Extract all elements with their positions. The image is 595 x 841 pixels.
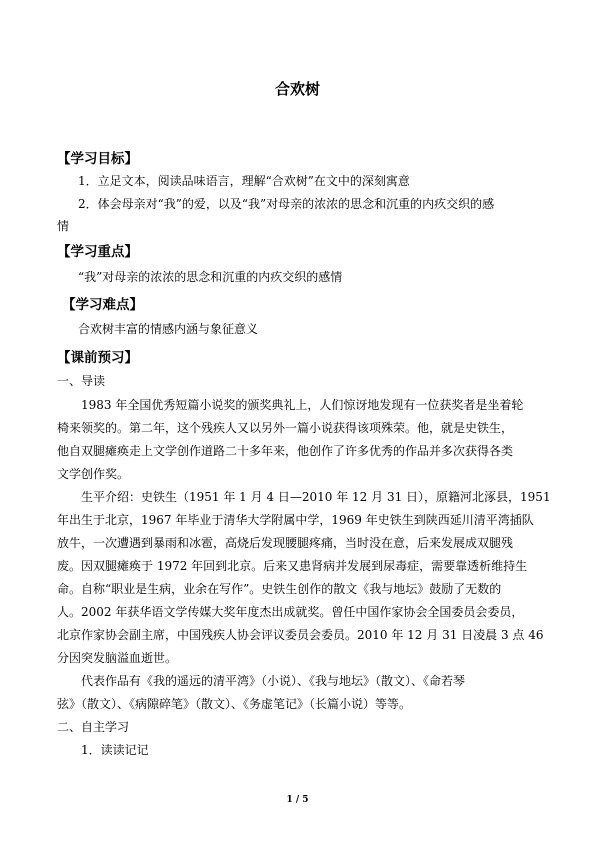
self-study-heading: 二、自主学习 [57, 720, 130, 734]
preview-heading: 【课前预习】 [57, 350, 138, 366]
body-line-4: 生平介绍：史铁生（1951 年 1 月 4 日—2010 年 12 月 31 日），原籍河北涿县，1951 [81, 490, 551, 504]
focus-heading: 【学习重点】 [57, 244, 138, 260]
body-line-11: 分因突发脑溢血逝世。 [57, 651, 178, 665]
body-line-10: 北京作家协会副主席，中国残疾人协会评议委员会委员。2010 年 12 月 31 日凌晨 3 点 46 [57, 628, 544, 642]
body-line-2: 他自双腿瘫痪走上文学创作道路二十多年来，他创作了许多优秀的作品并多次获得各类 [57, 444, 514, 458]
reading-heading: 1．读读记记 [81, 743, 149, 757]
body-line-3: 文学创作奖。 [57, 467, 130, 481]
page-number: 1 / 5 [286, 795, 309, 805]
focus-text: “我”对母亲的浓浓的思念和沉重的内疚交织的感情 [78, 270, 343, 284]
body-line-5: 年出生于北京，1967 年毕业于清华大学附属中学，1969 年史铁生到陕西延川清平湾插队 [57, 513, 534, 527]
goal-1: 1．立足文本，阅读品味语言，理解“合欢树”在文中的深刻寓意 [78, 174, 410, 188]
body-line-8: 命。自称“职业是生病，业余在写作”。史铁生创作的散文《我与地坛》鼓励了无数的 [57, 582, 502, 596]
intro-heading: 一、导读 [57, 374, 106, 388]
body-line-7: 废。因双腿瘫痪于 1972 年回到北京。后来又患肾病并发展到尿毒症，需要靠透析维持生 [57, 559, 528, 573]
body-line-6: 放牛，一次遭遇到暴雨和冰雹，高烧后发现腰腿疼痛，当时没在意，后来发展成双腿残 [57, 536, 514, 550]
body-line-0: 1983 年全国优秀短篇小说奖的颁奖典礼上，人们惊讶地发现有一位获奖者是坐着轮 [81, 398, 524, 412]
body-line-13: 弦》（散文）、《病隙碎笔》（散文）、《务虚笔记》（长篇小说）等等。 [57, 697, 412, 711]
goal-2-line2: 情 [57, 219, 70, 233]
body-line-9: 人。2002 年获华语文学传媒大奖年度杰出成就奖。曾任中国作家协会全国委员会委员， [57, 605, 524, 619]
page-title: 合欢树 [274, 80, 320, 98]
goal-2-line1: 2．体会母亲对“我”的爱，以及“我”对母亲的浓浓的思念和沉重的内疚交织的感 [78, 197, 495, 211]
difficulty-text: 合欢树丰富的情感内涵与象征意义 [78, 322, 259, 336]
goals-heading: 【学习目标】 [57, 151, 138, 167]
body-line-12: 代表作品有《我的遥远的清平湾》（小说）、《我与地坛》（散文）、《命若琴 [81, 674, 466, 688]
difficulty-heading: 【学习难点】 [62, 297, 143, 313]
body-line-1: 椅来领奖的。第二年，这个残疾人又以另外一篇小说获得该项殊荣。他，就是史铁生， [57, 421, 514, 435]
